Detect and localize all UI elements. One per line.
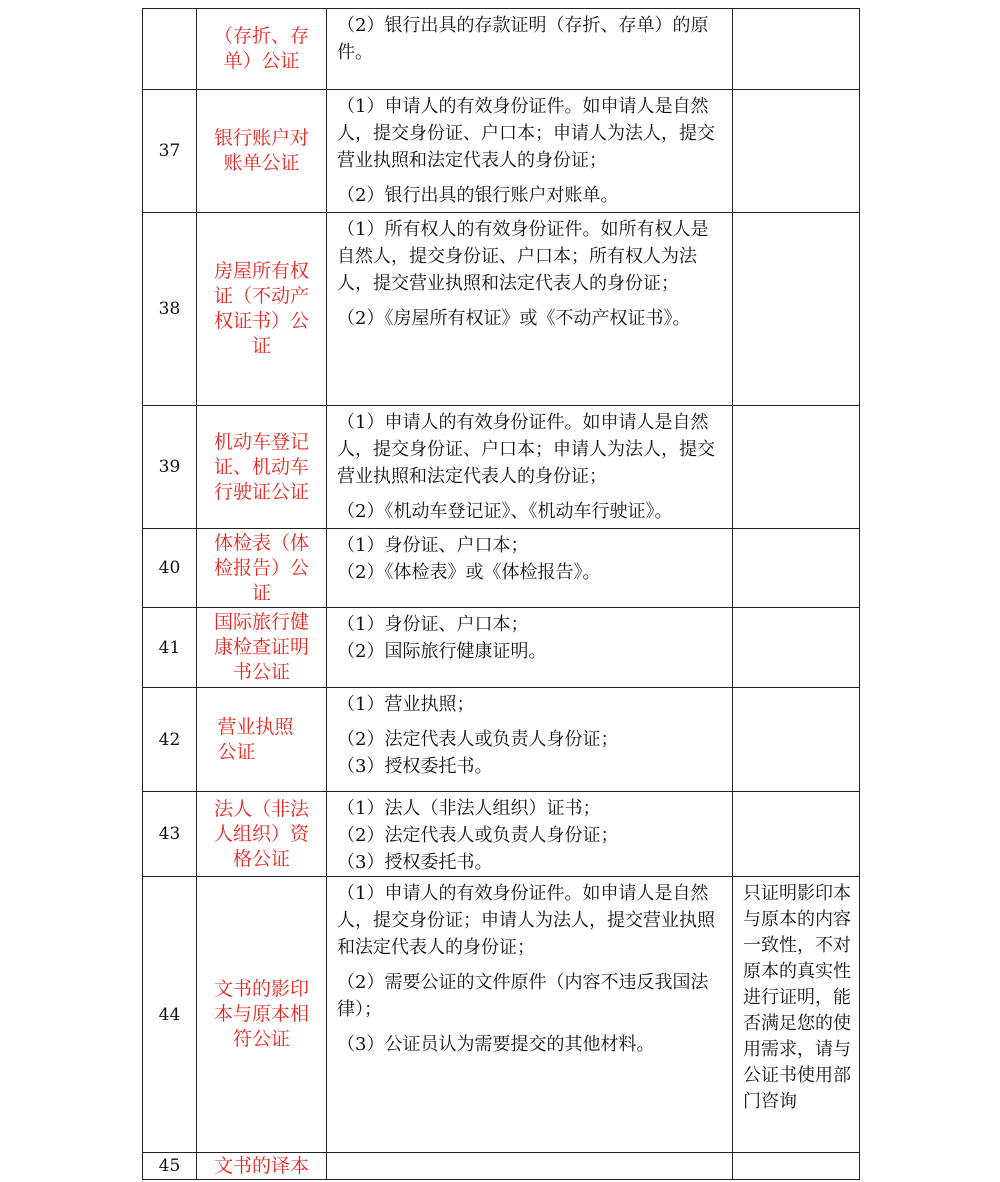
notary-item-name-text: 国际旅行健康检查证明书公证 — [213, 611, 309, 683]
required-documents — [327, 213, 733, 406]
requirement-item: （1）申请人的有效身份证件。如申请人是自然人，提交身份证、户口本；申请人为法人，提交营业执照和法定代表人的身份证； — [337, 96, 715, 171]
notary-item-name-text: 文书的影印本与原本相符公证 — [213, 978, 309, 1050]
required-documents — [327, 1153, 733, 1180]
row-number: 38 — [143, 213, 197, 406]
remarks — [733, 1153, 860, 1180]
notary-item-name — [197, 529, 327, 608]
table-row — [143, 406, 860, 529]
notary-item-name — [197, 688, 327, 792]
remarks — [733, 9, 860, 90]
requirement-item: （1）申请人的有效身份证件。如申请人是自然人，提交身份证、户口本；申请人为法人，提交营业执照和法定代表人的身份证； — [337, 412, 715, 487]
table-row — [143, 1153, 860, 1180]
required-documents — [327, 406, 733, 529]
requirement-item: （1）法人（非法人组织）证书； — [337, 798, 601, 819]
requirement-item: （3）授权委托书。 — [337, 756, 493, 777]
notary-requirements-table — [142, 8, 860, 1180]
requirement-item: （1）身份证、户口本； — [337, 614, 529, 635]
row-number — [143, 9, 197, 90]
row-number: 40 — [143, 529, 197, 608]
requirement-item: （2）《房屋所有权证》或《不动产权证书》。 — [337, 308, 691, 329]
notary-item-name-text: （存折、存单）公证 — [213, 25, 309, 72]
table-body — [143, 9, 860, 1180]
row-number: 39 — [143, 406, 197, 529]
row-number: 41 — [143, 608, 197, 688]
row-number: 45 — [143, 1153, 197, 1180]
requirement-item: （2）国际旅行健康证明。 — [337, 641, 547, 662]
row-number: 43 — [143, 792, 197, 877]
requirement-item: （2）银行出具的银行账户对账单。 — [337, 185, 619, 206]
row-number: 42 — [143, 688, 197, 792]
notary-item-name — [197, 90, 327, 213]
requirement-item: （1）所有权人的有效身份证件。如所有权人是自然人，提交身份证、户口本；所有权人为法人，提交营业执照和法定代表人的身份证； — [337, 219, 709, 294]
table-row — [143, 213, 860, 406]
table-row — [143, 9, 860, 90]
remarks — [733, 406, 860, 529]
notary-item-name-text: 法人（非法人组织）资格公证 — [213, 797, 309, 870]
remarks — [733, 608, 860, 688]
notary-item-name-text: 体检表（体检报告）公证 — [213, 531, 309, 604]
required-documents — [327, 877, 733, 1153]
required-documents — [327, 688, 733, 792]
requirement-item: （1）申请人的有效身份证件。如申请人是自然人，提交身份证；申请人为法人，提交营业执照和法定代表人的身份证； — [337, 883, 715, 958]
notary-item-name-text: 文书的译本 — [213, 1154, 309, 1177]
remarks — [733, 90, 860, 213]
requirement-item: （2）《机动车登记证》、《机动车行驶证》。 — [337, 501, 673, 522]
requirement-item: （2）《体检表》或《体检报告》。 — [337, 562, 601, 583]
table-row — [143, 529, 860, 608]
requirement-item: （2）法定代表人或负责人身份证； — [337, 729, 619, 750]
remarks — [733, 792, 860, 877]
requirement-item: （1）营业执照； — [337, 694, 475, 715]
notary-item-name — [197, 1153, 327, 1180]
row-number: 44 — [143, 877, 197, 1153]
remarks — [733, 213, 860, 406]
table-row — [143, 608, 860, 688]
requirement-item: （2）法定代表人或负责人身份证； — [337, 825, 619, 846]
required-documents — [327, 9, 733, 90]
requirement-item: （3）授权委托书。 — [337, 852, 493, 873]
notary-item-name-text: 机动车登记证、机动车行驶证公证 — [213, 430, 309, 503]
required-documents — [327, 90, 733, 213]
notary-item-name — [197, 792, 327, 877]
requirement-item: （1）身份证、户口本； — [337, 535, 529, 556]
requirement-item: （2）需要公证的文件原件（内容不违反我国法律）； — [337, 972, 709, 1020]
remarks — [733, 529, 860, 608]
required-documents — [327, 529, 733, 608]
notary-item-name — [197, 608, 327, 688]
notary-item-name — [197, 9, 327, 90]
row-number: 37 — [143, 90, 197, 213]
requirement-item: （3）公证员认为需要提交的其他材料。 — [337, 1034, 655, 1055]
notary-item-name-text: 房屋所有权证（不动产权证书）公证 — [213, 260, 309, 357]
notary-item-name — [197, 406, 327, 529]
table-row — [143, 792, 860, 877]
notary-item-name — [197, 213, 327, 406]
table-row — [143, 688, 860, 792]
table-row — [143, 90, 860, 213]
notary-item-name-text: 营业执照公证 — [217, 715, 294, 763]
table-row — [143, 877, 860, 1153]
notary-item-name-text: 银行账户对账单公证 — [213, 127, 309, 174]
requirement-item: （2）银行出具的存款证明（存折、存单）的原件。 — [337, 15, 709, 63]
remarks — [733, 688, 860, 792]
remarks: 只证明影印本与原本的内容一致性，不对原本的真实性进行证明，能否满足您的使用需求，请与公证书使用部门咨询 — [733, 877, 860, 1153]
notary-item-name — [197, 877, 327, 1153]
required-documents — [327, 792, 733, 877]
required-documents — [327, 608, 733, 688]
